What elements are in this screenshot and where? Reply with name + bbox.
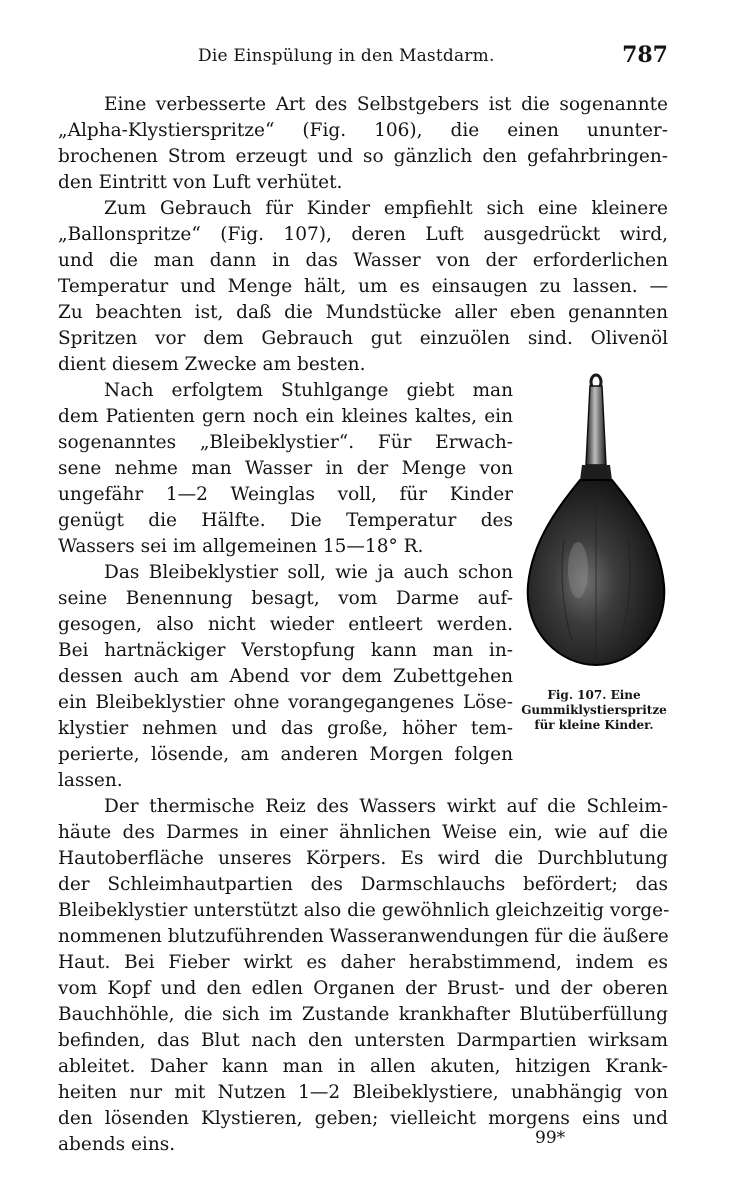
text-line: ungefähr 1—2 Weinglas voll, für Kinder xyxy=(58,484,513,505)
text-line: heiten nur mit Nutzen 1—2 Bleibeklystiere, unabhängig von xyxy=(58,1082,668,1103)
text-line: und die man dann in das Wasser von der erforderlichen xyxy=(58,250,668,271)
text-line: Haut. Bei Fieber wirkt es daher herabstimmend, indem es xyxy=(58,952,668,973)
text-line: den Eintritt von Luft verhütet. xyxy=(58,172,343,193)
text-line: gesogen, also nicht wieder entleert werden. xyxy=(58,614,513,635)
text-line: klystier nehmen und das große, höher tem- xyxy=(58,718,513,739)
text-line: Das Bleibeklystier soll, wie ja auch schon xyxy=(104,562,513,583)
text-line: Der thermische Reiz des Wassers wirkt auf die Schleim- xyxy=(104,796,668,817)
text-line: Temperatur und Menge hält, um es einsaugen zu lassen. — xyxy=(58,276,668,297)
text-line: genügt die Hälfte. Die Temperatur des xyxy=(58,510,513,531)
page-number: 787 xyxy=(622,42,668,68)
text-line: dient diesem Zwecke am besten. xyxy=(58,354,366,375)
text-line: Spritzen vor dem Gebrauch gut einzuölen sind. Olivenöl xyxy=(58,328,668,349)
bulb-syringe-illustration xyxy=(520,370,670,670)
running-title: Die Einspülung in den Mastdarm. xyxy=(198,46,495,66)
text-line: lassen. xyxy=(58,770,123,791)
text-line: vom Kopf und den edlen Organen der Brust- und der oberen xyxy=(58,978,668,999)
text-line: sogenanntes „Bleibeklystier“. Für Erwach- xyxy=(58,432,513,453)
text-line: Bauchhöhle, die sich im Zustande krankhafter Blutüberfüllung xyxy=(58,1004,668,1025)
text-line: „Ballonspritze“ (Fig. 107), deren Luft ausgedrückt wird, xyxy=(58,224,668,245)
text-line: perierte, lösende, am anderen Morgen folgen xyxy=(58,744,513,765)
printer-signature: 99* xyxy=(535,1128,566,1148)
text-line: Hautoberfläche unseres Körpers. Es wird die Durchblutung xyxy=(58,848,668,869)
text-line: häute des Darmes in einer ähnlichen Weise ein, wie auf die xyxy=(58,822,668,843)
text-line: „Alpha-Klystierspritze“ (Fig. 106), die einen ununter- xyxy=(58,120,668,141)
text-line: Wassers sei im allgemeinen 15—18° R. xyxy=(58,536,424,557)
text-line: Eine verbesserte Art des Selbstgebers ist die sogenannte xyxy=(104,94,668,115)
text-line: brochenen Strom erzeugt und so gänzlich den gefahrbringen- xyxy=(58,146,668,167)
text-line: ableitet. Daher kann man in allen akuten, hitzigen Krank- xyxy=(58,1056,668,1077)
text-line: Bei hartnäckiger Verstopfung kann man in- xyxy=(58,640,513,661)
running-head xyxy=(58,42,668,72)
text-line: ein Bleibeklystier ohne vorangegangenes Löse- xyxy=(58,692,513,713)
text-line: den lösenden Klystieren, geben; vielleicht morgens eins und xyxy=(58,1108,668,1129)
text-line: der Schleimhautpartien des Darmschlauchs befördert; das xyxy=(58,874,668,895)
text-line: Bleibeklystier unterstützt also die gewöhnlich gleichzeitig vorge- xyxy=(58,900,670,921)
text-line: Zu beachten ist, daß die Mundstücke aller eben genannten xyxy=(58,302,668,323)
text-line: nommenen blutzuführenden Wasseranwendungen für die äußere xyxy=(58,926,669,947)
text-line: Zum Gebrauch für Kinder empfiehlt sich eine kleinere xyxy=(104,198,668,219)
text-line: befinden, das Blut nach den untersten Darmpartien wirksam xyxy=(58,1030,668,1051)
text-line: Nach erfolgtem Stuhlgange giebt man xyxy=(104,380,513,401)
text-line: seine Benennung besagt, vom Darme auf- xyxy=(58,588,513,609)
figure-caption: Fig. 107. Eine Gummiklystierspritze für kleine Kinder. xyxy=(521,688,667,732)
text-line: dessen auch am Abend vor dem Zubettgehen xyxy=(58,666,513,687)
text-line: dem Patienten gern noch ein kleines kaltes, ein xyxy=(58,406,513,427)
text-line: abends eins. xyxy=(58,1134,176,1155)
text-line: sene nehme man Wasser in der Menge von xyxy=(58,458,513,479)
